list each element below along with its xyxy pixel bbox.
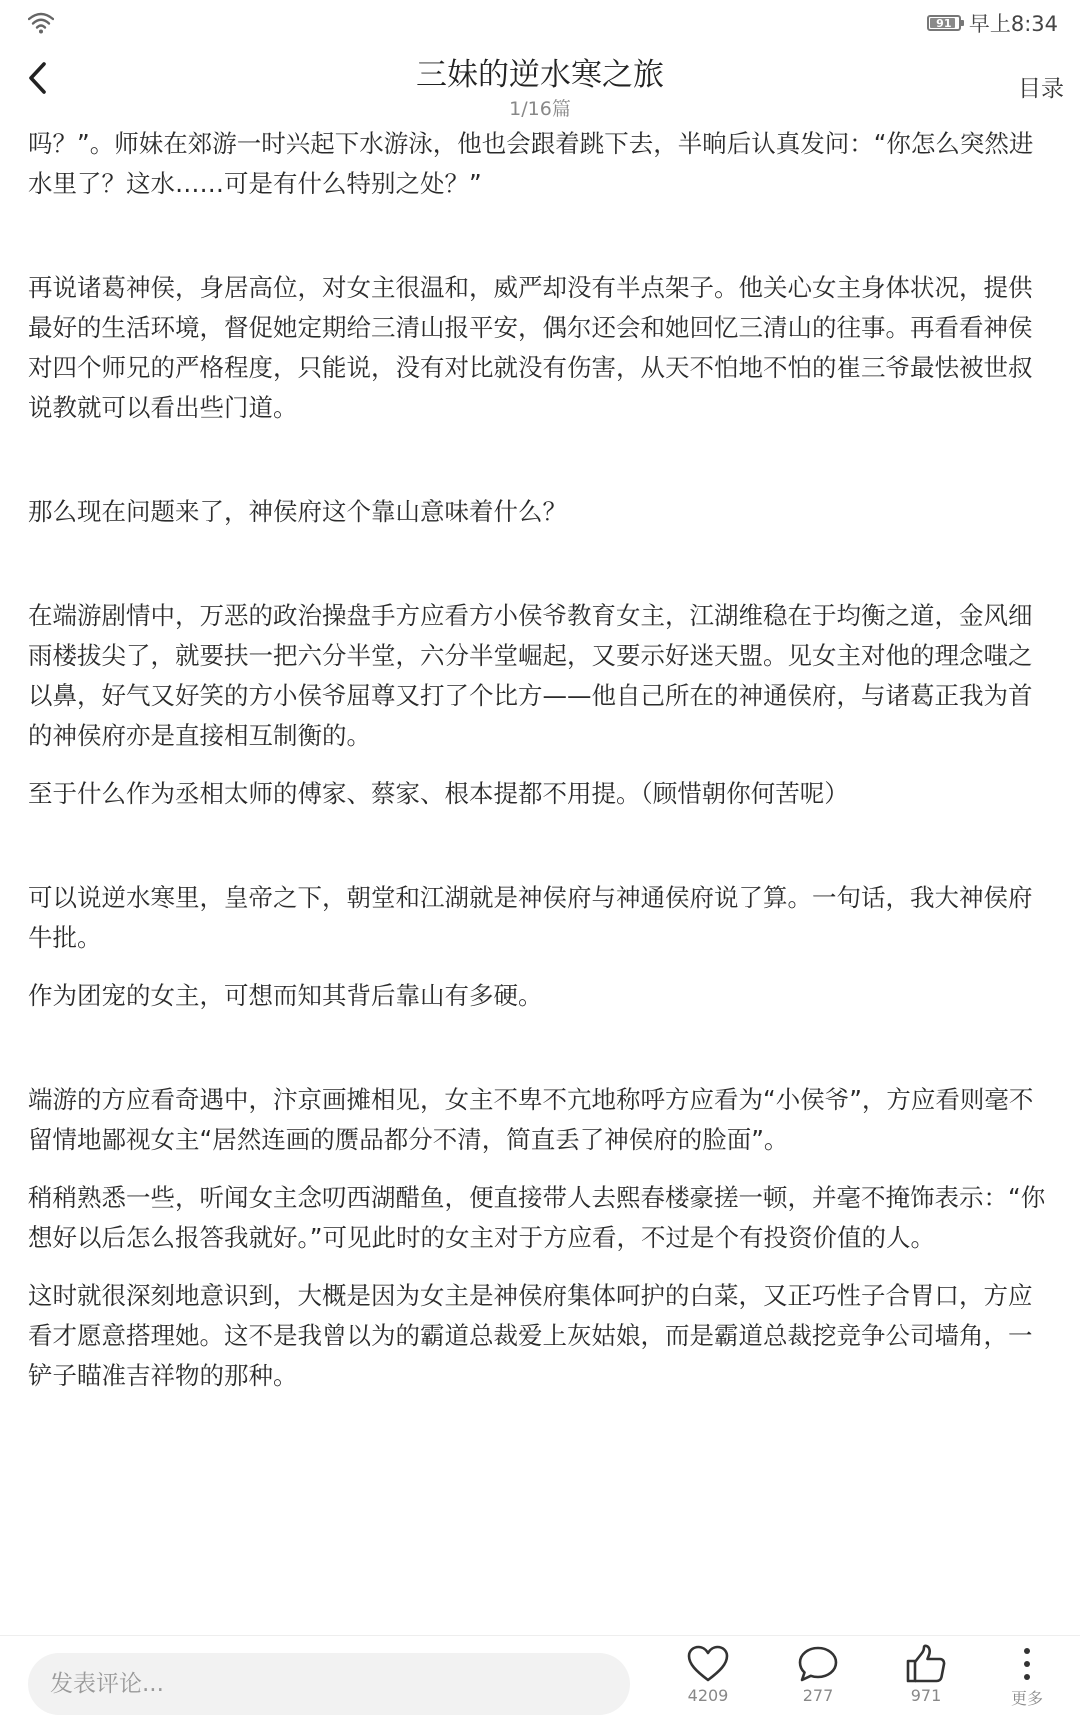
battery-level: 91: [936, 16, 952, 30]
article-body: [28, 124, 1050, 1396]
more-button[interactable]: [985, 1644, 1069, 1728]
speech-bubble-icon: [796, 1644, 840, 1684]
paragraph: 再说诸葛神侯，身居高位，对女主很温和，威严却没有半点架子。他关心女主身体状况，提供最好的生活环境，督促她定期给三清山报平安，偶尔还会和她回忆三清山的往事。再看看神侯对四个师兄的严格程度，只能说，没有对比就没有伤害，从天不怕地不怕的崔三爷最怯被世叔说教就可以看出些门道。: [28, 273, 1033, 422]
battery-icon: [927, 15, 961, 31]
clock: 早上8:34: [968, 12, 1058, 36]
more-vertical-icon: [1017, 1644, 1037, 1684]
paragraph: 可以说逆水寒里，皇帝之下，朝堂和江湖就是神侯府与神通侯府说了算。一句话，我大神侯府牛批。: [28, 883, 1033, 952]
thumbs-up-button[interactable]: [878, 1644, 974, 1728]
paragraph: 吗？”。师妹在郊游一时兴起下水游泳，他也会跟着跳下去，半晌后认真发问：“你怎么突然进水里了？这水……可是有什么特别之处？”: [28, 129, 1034, 198]
thumbs-up-icon: [904, 1644, 948, 1684]
paragraph: 至于什么作为丞相太师的傅家、蔡家、根本提都不用提。（顾惜朝你何苦呢）: [28, 779, 849, 808]
paragraph: 那么现在问题来了，神侯府这个靠山意味着什么？: [28, 497, 567, 526]
comment-input[interactable]: 发表评论...: [28, 1653, 630, 1715]
heart-icon: [686, 1644, 730, 1684]
wifi-icon: [28, 12, 54, 34]
page-title: 三妹的逆水寒之旅: [416, 57, 664, 93]
like-button[interactable]: [660, 1644, 756, 1728]
header: [0, 44, 1080, 126]
comment-button[interactable]: [770, 1644, 866, 1728]
status-right: [927, 8, 1058, 38]
comment-count: 277: [802, 1686, 834, 1705]
thumbs-up-count: 971: [910, 1686, 942, 1705]
paragraph: 稍稍熟悉一些，听闻女主念叨西湖醋鱼，便直接带人去熙春楼豪搓一顿，并毫不掩饰表示：“你想好以后怎么报答我就好。”可见此时的女主对于方应看，不过是个有投资价值的人。: [28, 1183, 1046, 1252]
toc-button[interactable]: 目录: [1018, 76, 1064, 102]
paragraph: 作为团宠的女主，可想而知其背后靠山有多硬。: [28, 981, 543, 1010]
paragraph: 端游的方应看奇遇中，汴京画摊相见，女主不卑不亢地称呼方应看为“小侯爷”，方应看则毫不留情地鄙视女主“居然连画的赝品都分不清，简直丢了神侯府的脸面”。: [28, 1085, 1034, 1154]
paragraph: 这时就很深刻地意识到，大概是因为女主是神侯府集体呵护的白菜，又正巧性子合胃口，方应看才愿意搭理她。这不是我曾以为的霸道总裁爱上灰姑娘，而是霸道总裁挖竞争公司墙角，一铲子瞄准吉祥物的那种。: [28, 1281, 1033, 1390]
like-count: 4209: [687, 1686, 729, 1705]
paragraph: 在端游剧情中，万恶的政治操盘手方应看方小侯爷教育女主，江湖维稳在于均衡之道，金风细雨楼拔尖了，就要扶一把六分半堂，六分半堂崛起，又要示好迷天盟。见女主对他的理念嗤之以鼻，好气又好笑的方小侯爷屈尊又打了个比方——他自己所在的神通侯府，与诸葛正我为首的神侯府亦是直接相互制衡的。: [28, 601, 1033, 750]
chapter-count: 1/16篇: [509, 98, 571, 120]
status-bar: [0, 0, 1080, 44]
bottom-bar: [0, 1635, 1080, 1728]
more-label: 更多: [1010, 1689, 1043, 1708]
